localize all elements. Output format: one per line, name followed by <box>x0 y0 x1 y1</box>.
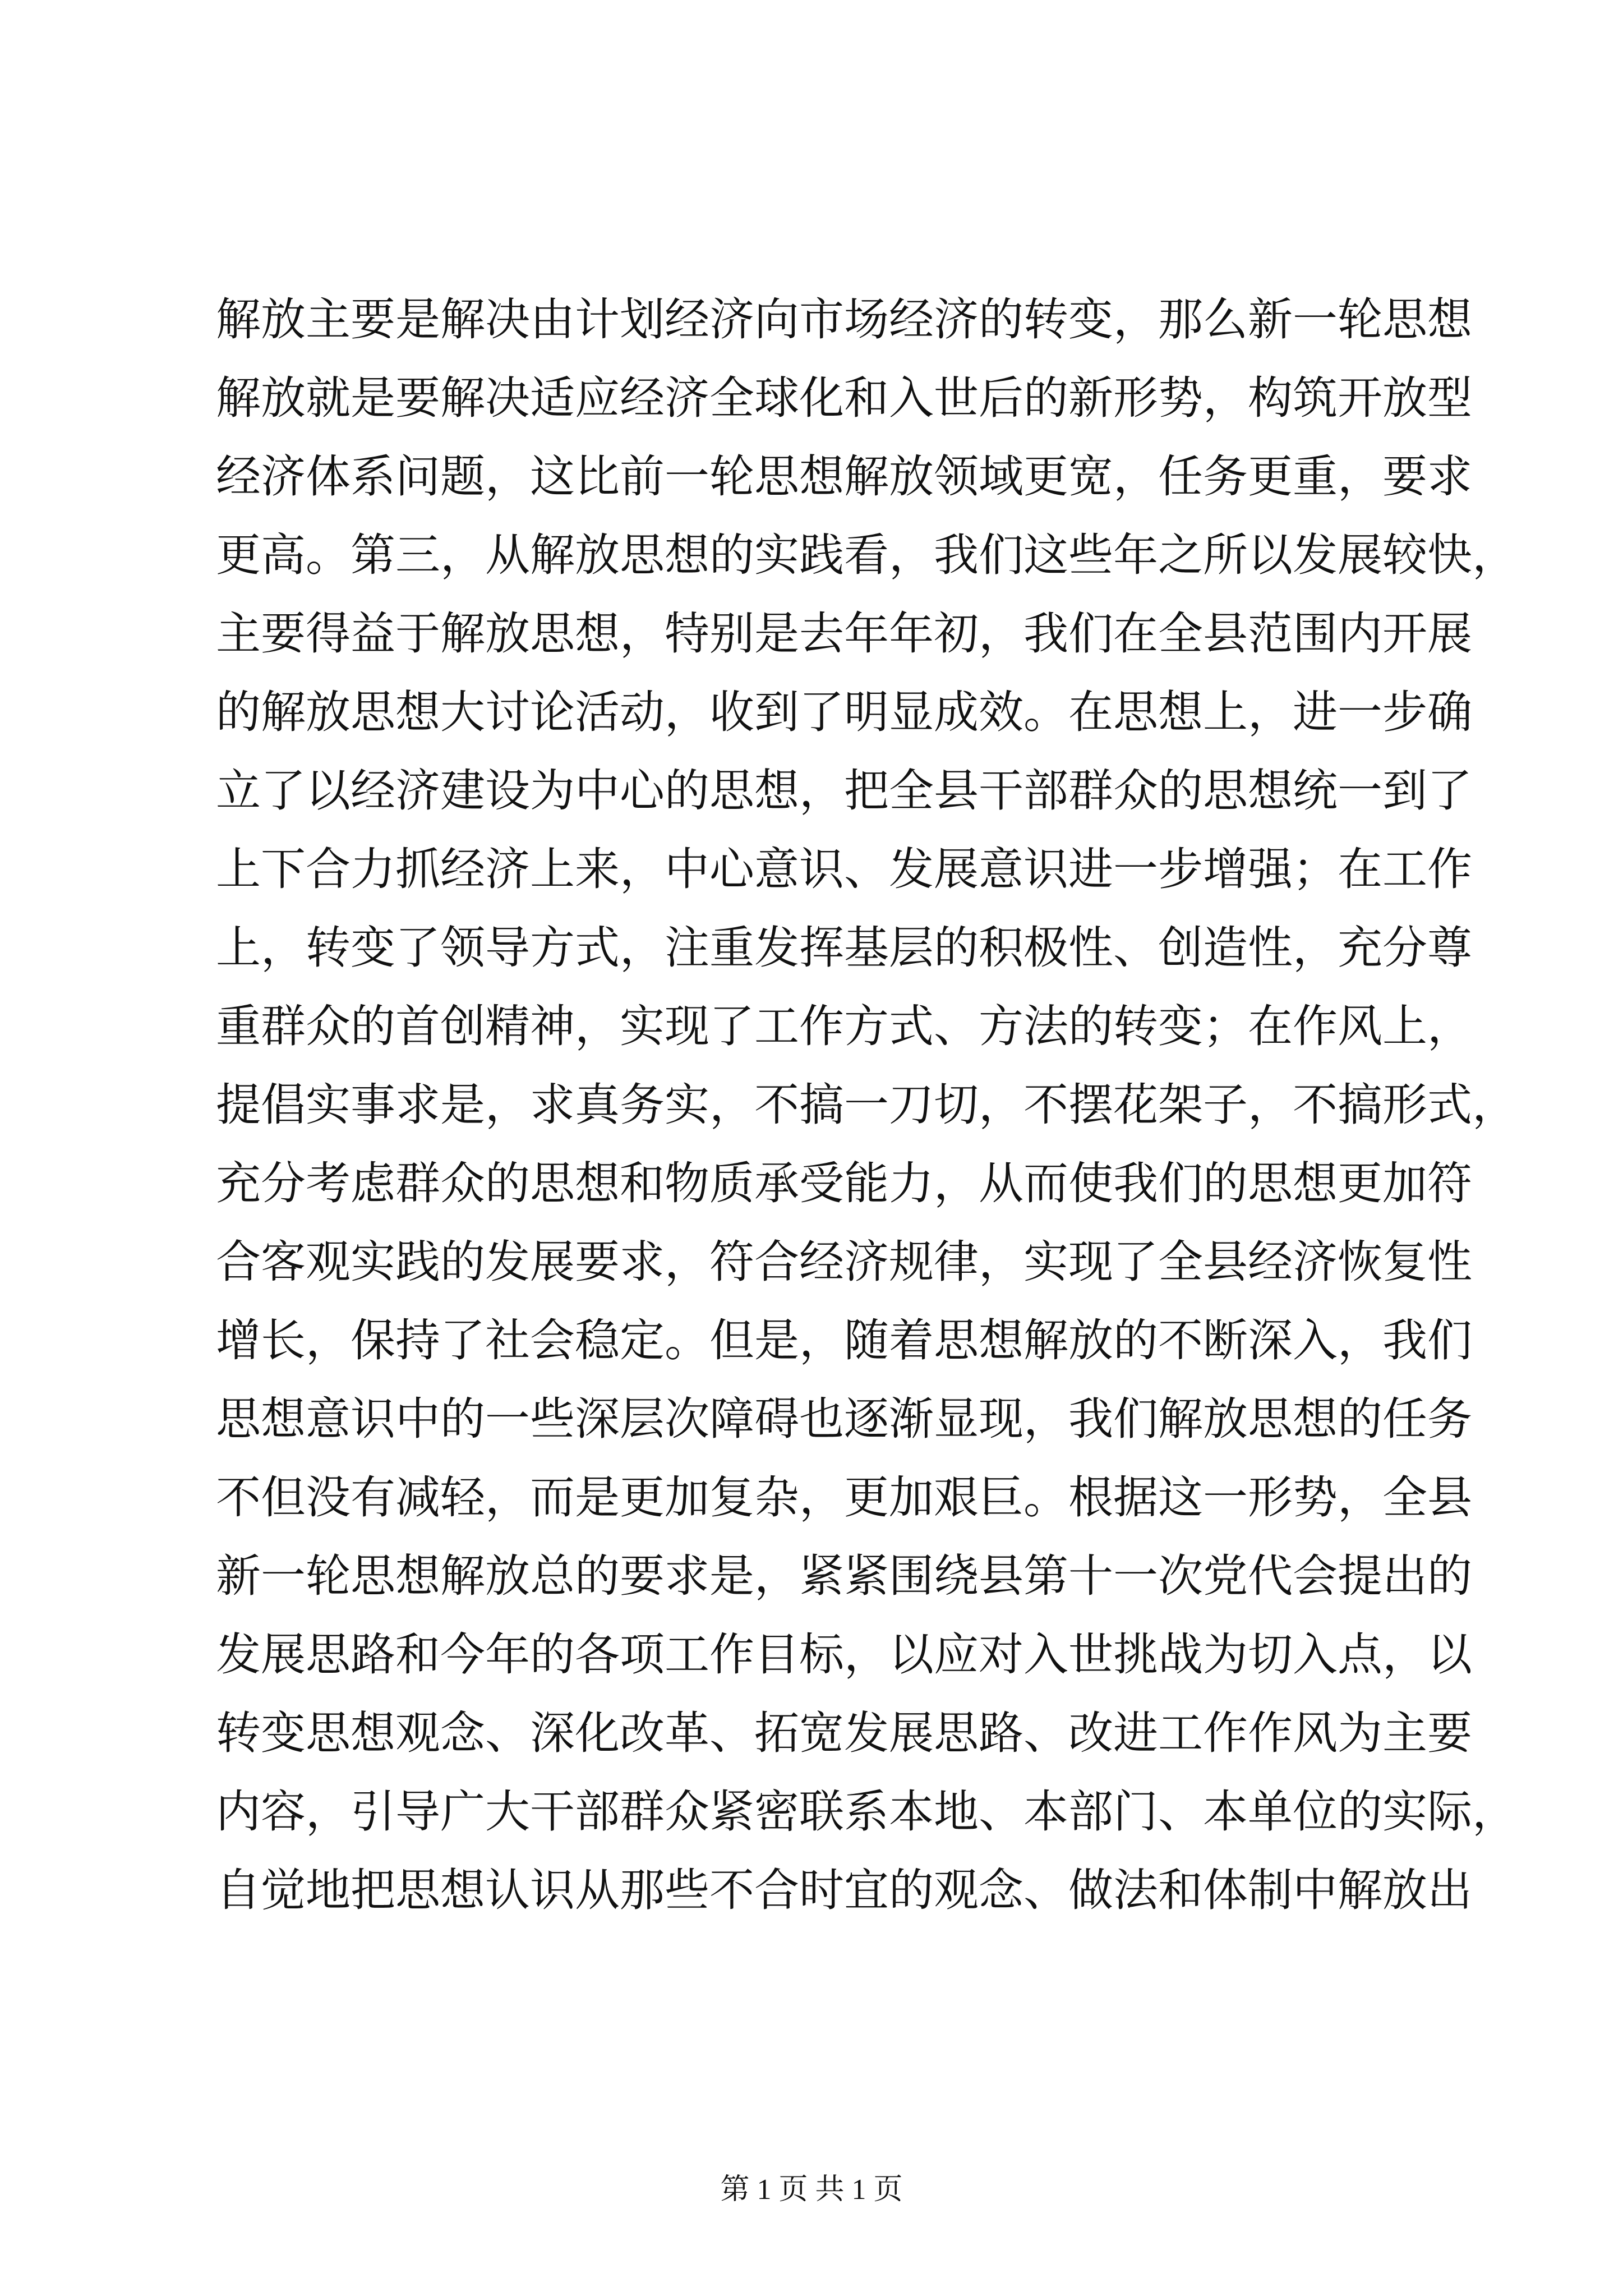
text-line: 内容，引导广大干部群众紧密联系本地、本部门、本单位的实际， <box>216 1786 1517 1838</box>
text-line: 思想意识中的一些深层次障碍也逐渐显现，我们解放思想的任务 <box>216 1393 1472 1445</box>
body-text <box>216 280 1517 1930</box>
text-line: 充分考虑群众的思想和物质承受能力，从而使我们的思想更加符 <box>216 1157 1472 1209</box>
text-line: 提倡实事求是，求真务实，不搞一刀切，不摆花架子，不搞形式， <box>216 1079 1517 1131</box>
text-line: 增长，保持了社会稳定。但是，随着思想解放的不断深入，我们 <box>216 1314 1472 1366</box>
text-line: 发展思路和今年的各项工作目标，以应对入世挑战为切入点，以 <box>216 1628 1472 1681</box>
text-line: 转变思想观念、深化改革、拓宽发展思路、改进工作作风为主要 <box>216 1707 1472 1759</box>
text-line: 新一轮思想解放总的要求是，紧紧围绕县第十一次党代会提出的 <box>216 1550 1472 1602</box>
page-footer: 第 1 页 共 1 页 <box>720 2174 903 2206</box>
text-line: 立了以经济建设为中心的思想，把全县干部群众的思想统一到了 <box>216 765 1472 817</box>
text-line: 上下合力抓经济上来，中心意识、发展意识进一步增强；在工作 <box>216 843 1472 895</box>
text-line: 解放主要是解决由计划经济向市场经济的转变，那么新一轮思想 <box>216 293 1472 346</box>
text-line: 的解放思想大讨论活动，收到了明显成效。在思想上，进一步确 <box>216 686 1472 738</box>
text-line: 经济体系问题，这比前一轮思想解放领域更宽，任务更重，要求 <box>216 450 1472 503</box>
text-line: 合客观实践的发展要求，符合经济规律，实现了全县经济恢复性 <box>216 1236 1472 1288</box>
text-line: 不但没有减轻，而是更加复杂，更加艰巨。根据这一形势，全县 <box>216 1471 1472 1524</box>
text-line: 更高。第三，从解放思想的实践看，我们这些年之所以发展较快， <box>216 529 1517 581</box>
text-line: 重群众的首创精神，实现了工作方式、方法的转变；在作风上， <box>216 1000 1472 1052</box>
text-line: 自觉地把思想认识从那些不合时宜的观念、做法和体制中解放出 <box>216 1864 1472 1916</box>
text-line: 解放就是要解决适应经济全球化和入世后的新形势，构筑开放型 <box>216 372 1472 424</box>
text-line: 上，转变了领导方式，注重发挥基层的积极性、创造性，充分尊 <box>216 922 1472 974</box>
text-line: 主要得益于解放思想，特别是去年年初，我们在全县范围内开展 <box>216 608 1472 660</box>
